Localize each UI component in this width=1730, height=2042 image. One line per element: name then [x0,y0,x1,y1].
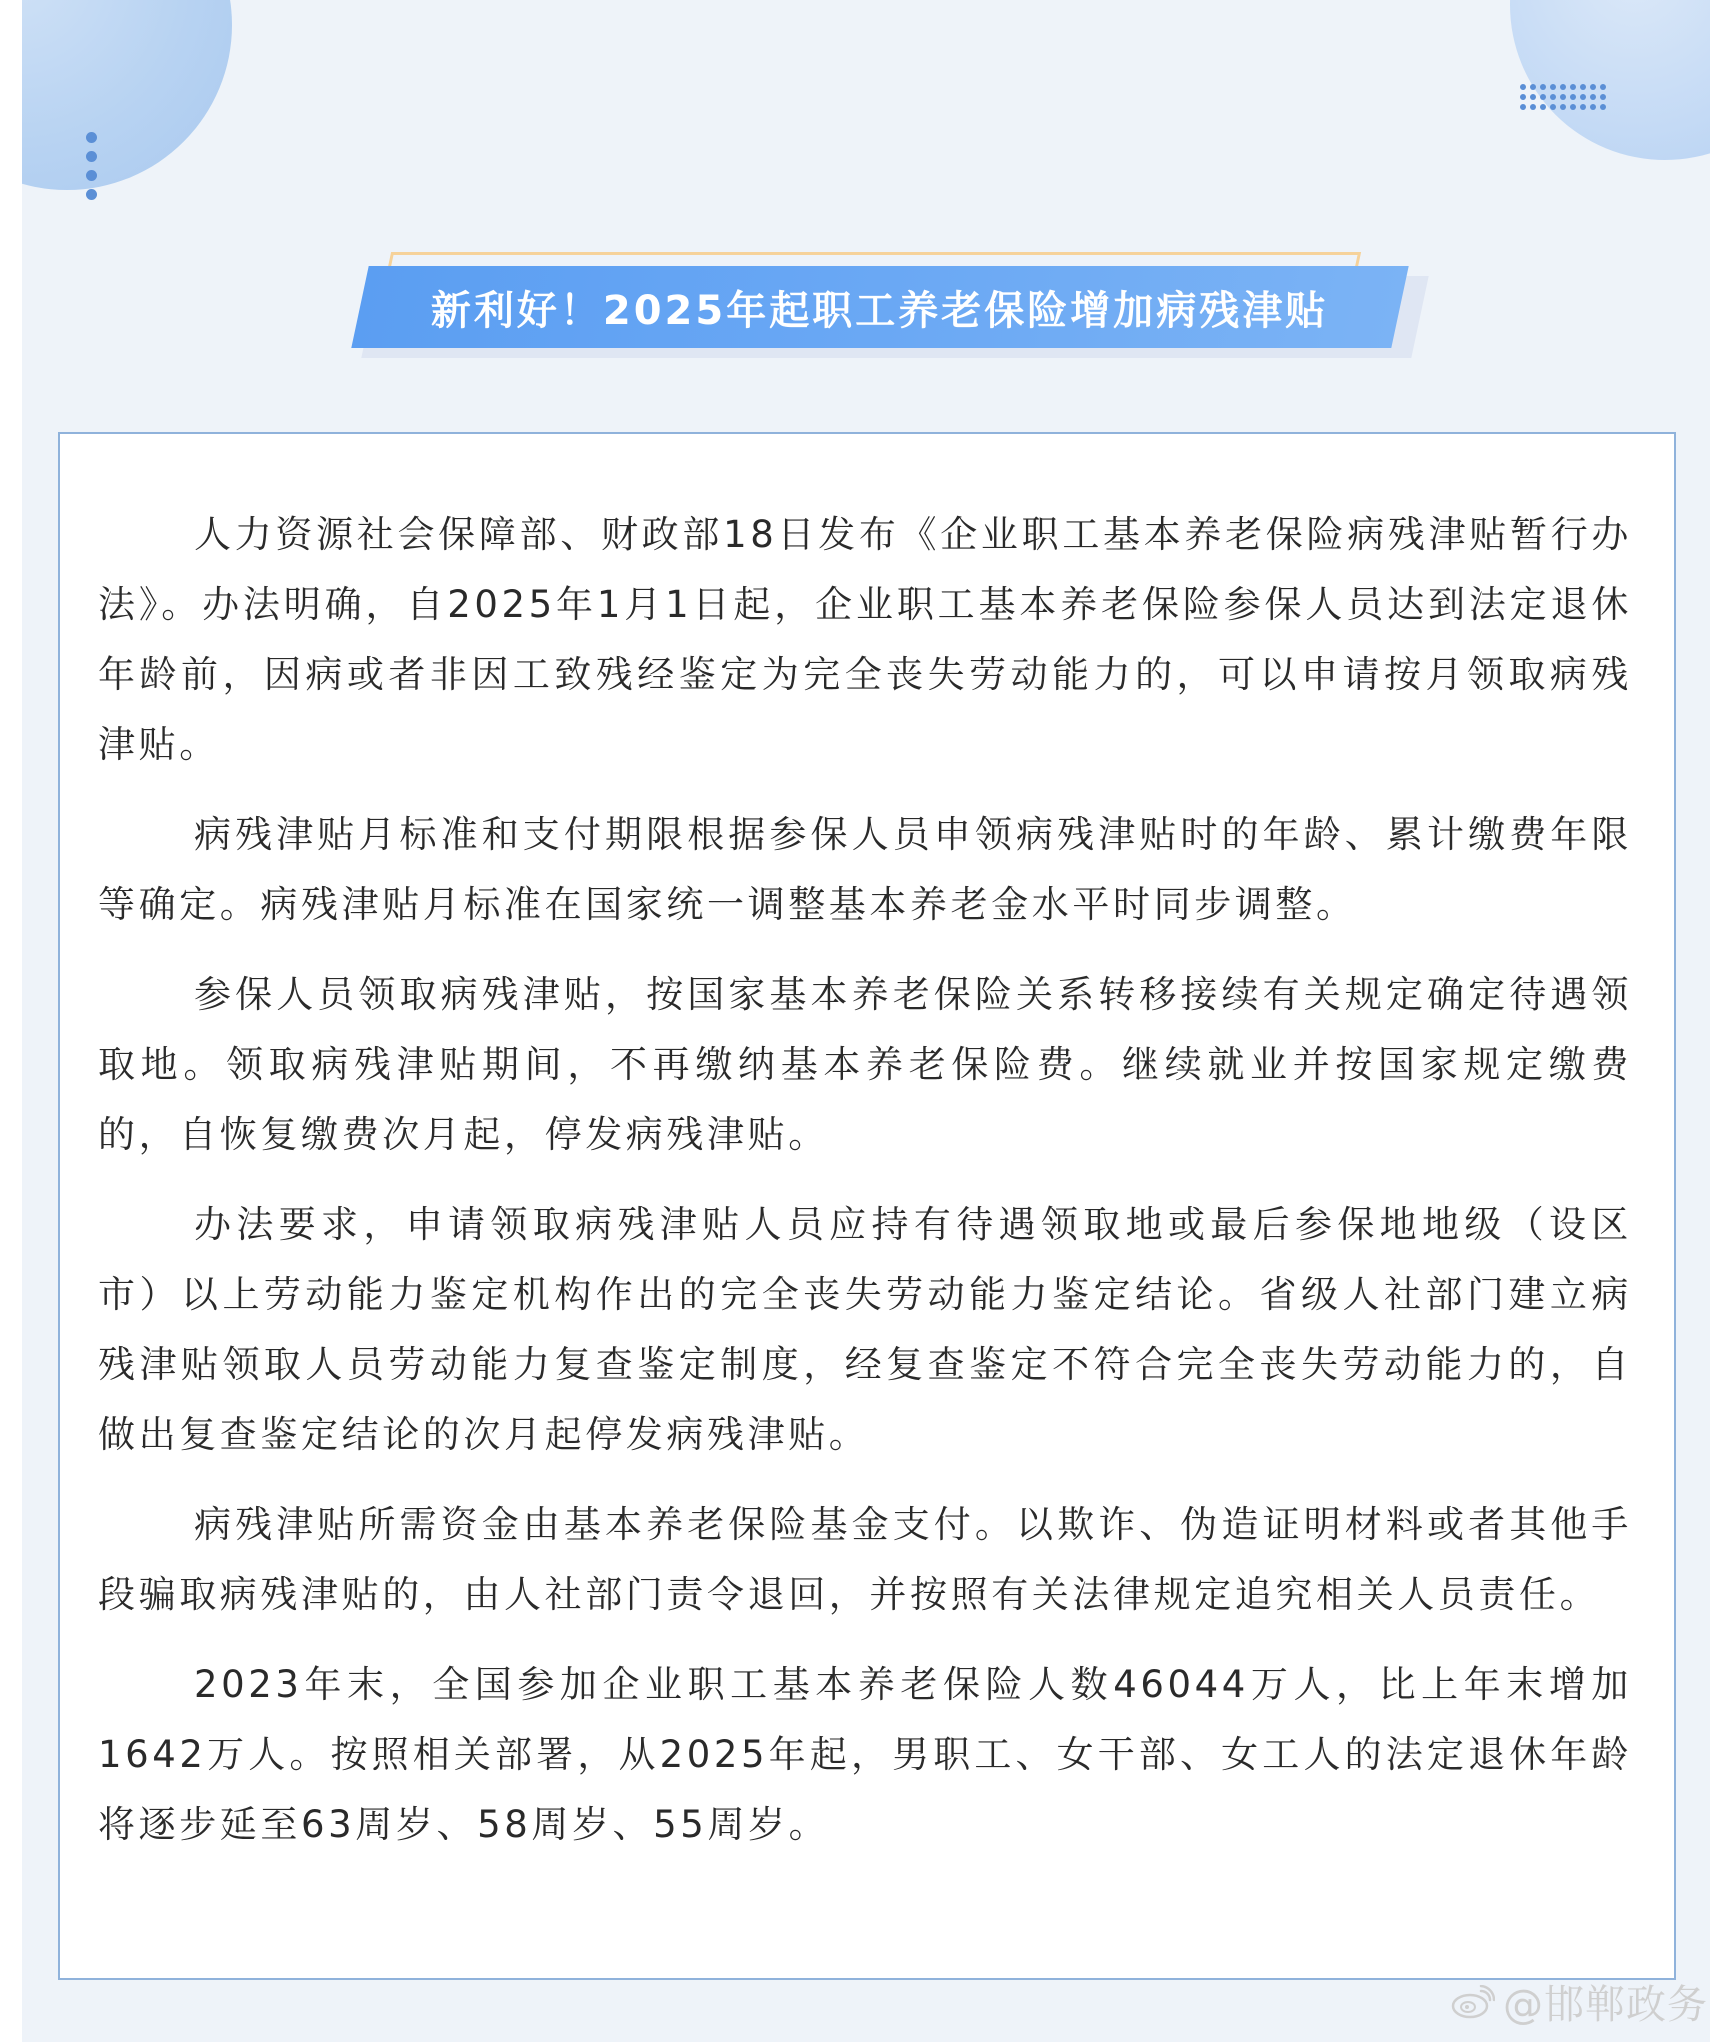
decorative-circle-right [1510,0,1710,160]
paragraph-5: 病残津贴所需资金由基本养老保险基金支付。以欺诈、伪造证明材料或者其他手段骗取病残津贴的，由人社部门责令退回，并按照有关法律规定追究相关人员责任。 [98,1503,1632,1616]
decorative-dots-vertical [86,132,100,208]
paragraph-4: 办法要求，申请领取病残津贴人员应持有待遇领取地或最后参保地地级（设区市）以上劳动能力鉴定机构作出的完全丧失劳动能力鉴定结论。省级人社部门建立病残津贴领取人员劳动能力复查鉴定制度，经复查鉴定不符合完全丧失劳动能力的，自做出复查鉴定结论的次月起停发病残津贴。 [98,1203,1632,1456]
watermark-text: @邯郸政务 [1503,1982,1708,2028]
title-banner [351,266,1408,348]
article-content-box [58,432,1676,1980]
paragraph-2: 病残津贴月标准和支付期限根据参保人员申领病残津贴时的年龄、累计缴费年限等确定。病残津贴月标准在国家统一调整基本养老金水平时同步调整。 [98,813,1632,926]
title-banner-group [342,252,1422,360]
watermark [1451,1973,1708,2030]
paragraph-1: 人力资源社会保障部、财政部18日发布《企业职工基本养老保险病残津贴暂行办法》。办法明确，自2025年1月1日起，企业职工基本养老保险参保人员达到法定退休年龄前，因病或者非因工致残经鉴定为完全丧失劳动能力的，可以申请按月领取病残津贴。 [98,513,1632,766]
decorative-dots-grid [1520,84,1604,110]
paragraph-6: 2023年末，全国参加企业职工基本养老保险人数46044万人，比上年末增加1642万人。按照相关部署，从2025年起，男职工、女干部、女工人的法定退休年龄将逐步延至63周岁、58周岁、55周岁。 [98,1663,1632,1846]
decorative-circle-left [22,0,232,190]
weibo-icon [1451,1985,1495,2019]
page-title: 新利好！2025年起职工养老保险增加病残津贴 [431,287,1329,334]
page [22,0,1710,2042]
paragraph-3: 参保人员领取病残津贴，按国家基本养老保险关系转移接续有关规定确定待遇领取地。领取病残津贴期间，不再缴纳基本养老保险费。继续就业并按国家规定缴费的，自恢复缴费次月起，停发病残津贴。 [98,973,1632,1156]
